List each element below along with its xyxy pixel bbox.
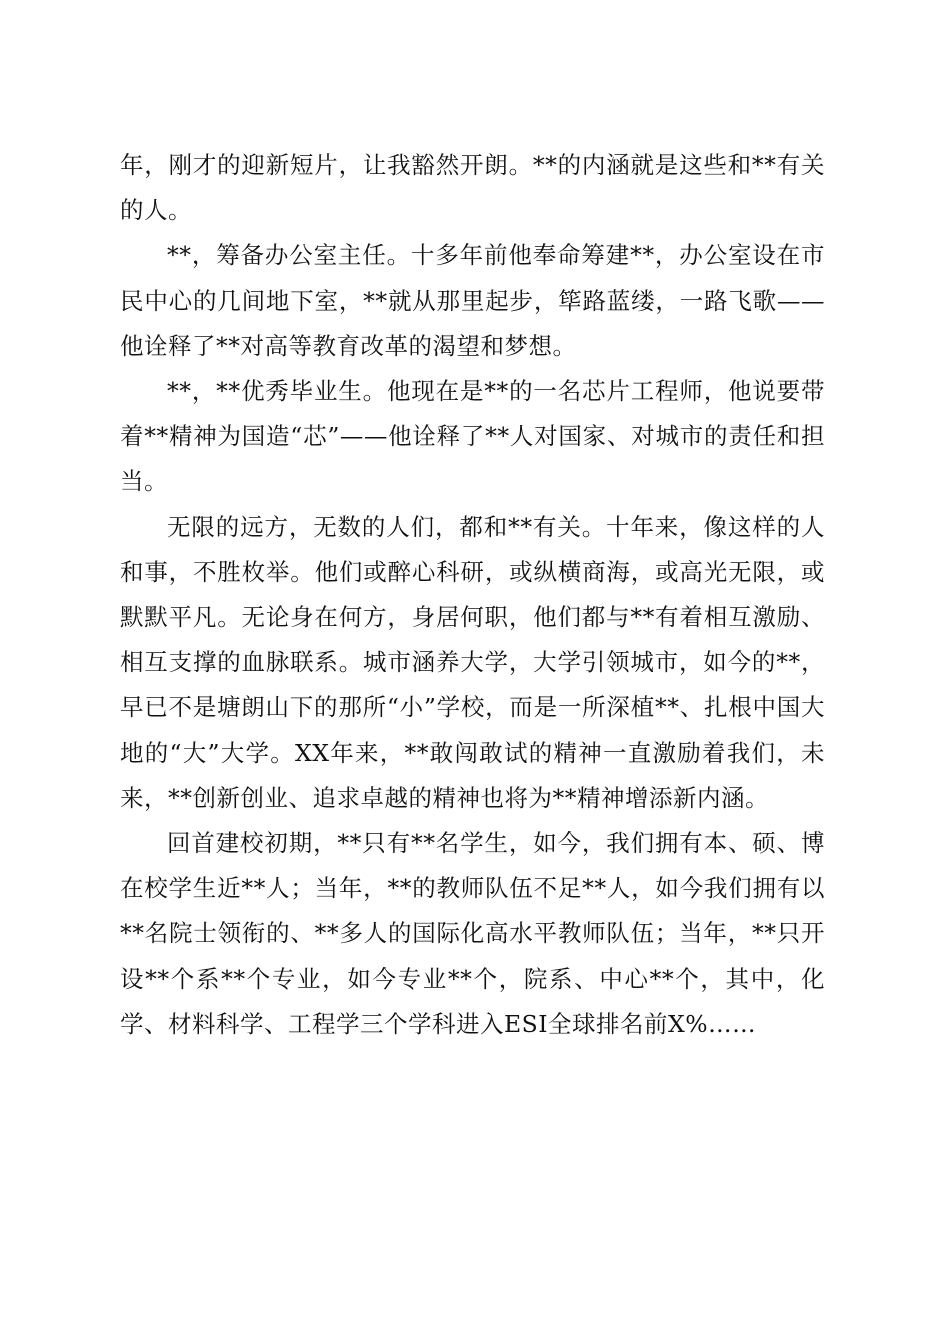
paragraph-continuation: 年，刚才的迎新短片，让我豁然开朗。**的内涵就是这些和**有关的人。 [120, 151, 825, 225]
paragraph-distant-people: 无限的远方，无数的人们，都和**有关。十年来，像这样的人和事，不胜枚举。他们或醉心科研，或纵横商海，或高光无限，或默默平凡。无论身在何方，身居何职，他们都与**有着相互激励、相互支撑的血脉联系。城市涵养大学，大学引领城市，如今的**，早已不是塘朗山下的那所“小”学校，而是一所深植**、扎根中国大地的“大”大学。XX年来，**敢闯敢试的精神一直激励着我们，未来，**创新创业、追求卓越的精神也将为**精神增添新内涵。 [120, 512, 825, 812]
paragraph-founding-history: 回首建校初期，**只有**名学生，如今，我们拥有本、硕、博在校学生近**人；当年，**的教师队伍不足**人，如今我们拥有以**名院士领衔的、**多人的国际化高水平教师队伍；当年，**只开设**个系**个专业，如今专业**个，院系、中心**个，其中，化学、材料科学、工程学三个学科进入ESI全球排名前X%…… [120, 829, 825, 1038]
paragraph-office-director: **，筹备办公室主任。十多年前他奉命筹建**，办公室设在市民中心的几间地下室，**就从那里起步，筚路蓝缕，一路飞歌——他诠释了**对高等教育改革的渴望和梦想。 [120, 241, 825, 360]
paragraph-graduate: **，**优秀毕业生。他现在是**的一名芯片工程师，他说要带着**精神为国造“芯”——他诠释了**人对国家、对城市的责任和担当。 [120, 377, 825, 496]
document-body [120, 143, 825, 1047]
